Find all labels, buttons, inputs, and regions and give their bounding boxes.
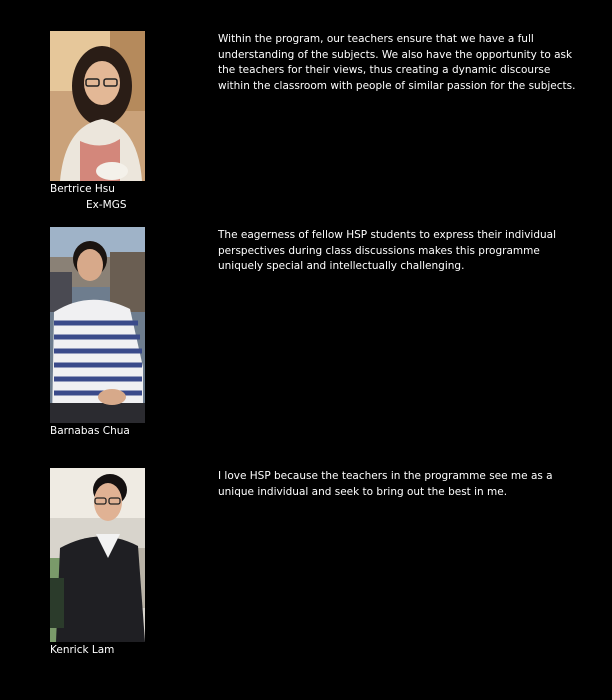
testimonial-quote: I love HSP because the teachers in the programme see me as a unique individual and seek to bring out the best in me. <box>218 470 553 498</box>
photo-bertrice-hsu <box>50 31 145 181</box>
testimonial-name: Kenrick Lam <box>50 644 115 656</box>
testimonial-quote: Within the program, our teachers ensure that we have a full understanding of the subjects. We also have the opportunity to ask the teachers for their views, thus creating a dynamic discourse within the classroom with people of similar passion for the subjects. <box>218 33 576 92</box>
testimonial-quote: The eagerness of fellow HSP students to express their individual perspectives during class discussions makes this programme uniquely special and intellectually challenging. <box>218 229 557 272</box>
testimonial-affiliation: Ex-MGS <box>86 199 127 211</box>
student-photo-boy-striped-sweater-icon <box>50 227 145 423</box>
photo-kenrick-lam <box>50 468 145 642</box>
testimonial-name: Barnabas Chua <box>50 425 130 437</box>
student-photo-girl-glasses-icon <box>50 31 145 181</box>
testimonial-name: Bertrice Hsu <box>50 183 115 195</box>
student-photo-boy-dark-jacket-icon <box>50 468 145 642</box>
photo-barnabas-chua <box>50 227 145 423</box>
